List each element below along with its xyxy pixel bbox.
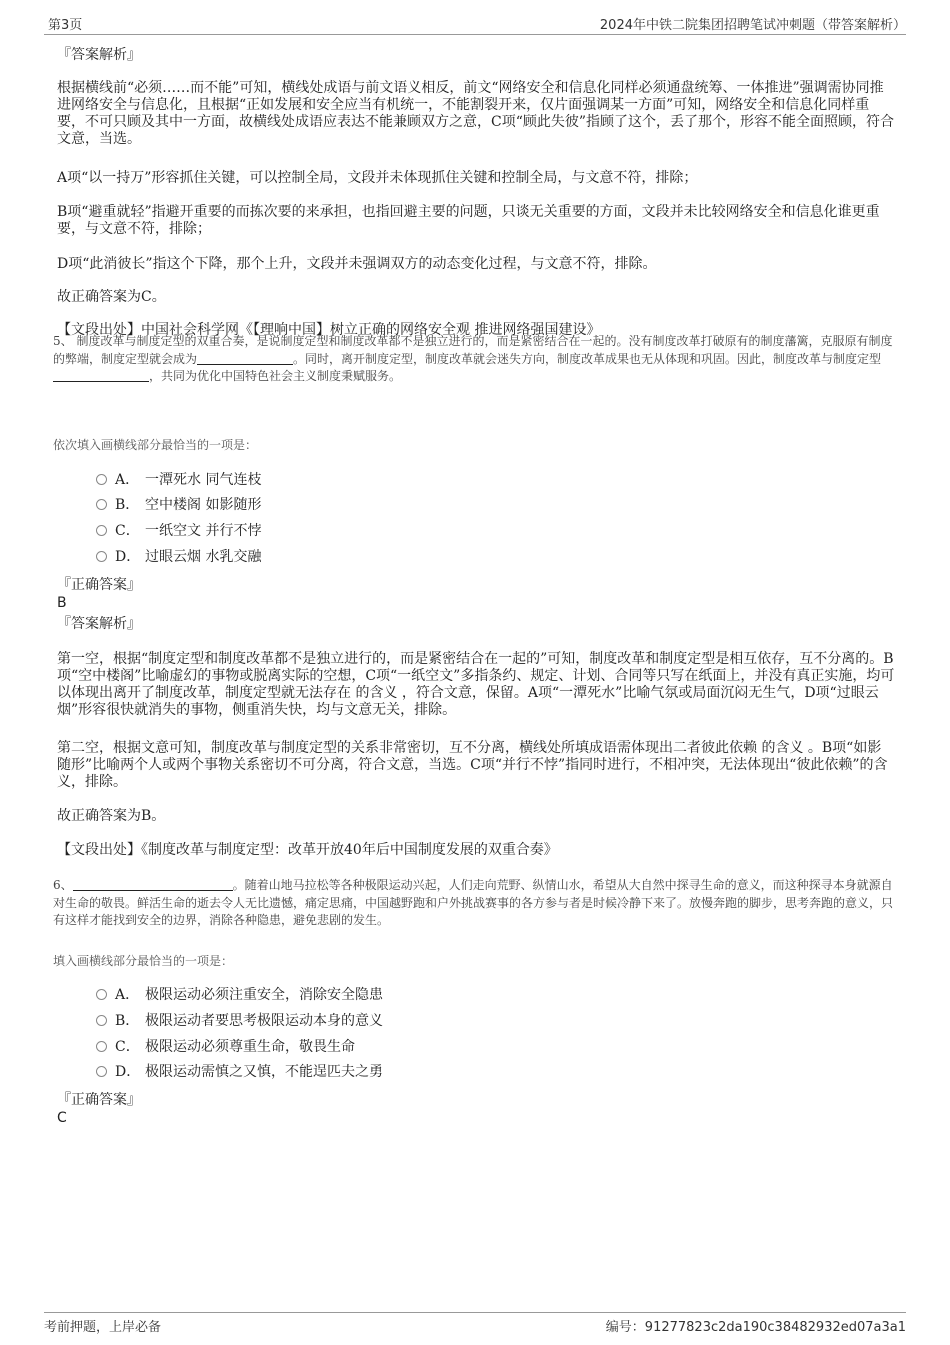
- correct-answer: B: [57, 595, 67, 611]
- radio-icon[interactable]: [96, 1041, 107, 1052]
- answer-statement: 故正确答案为C。: [57, 289, 166, 305]
- footer-slogan: 考前押题，上岸必备: [44, 1320, 162, 1335]
- page-header: [44, 12, 906, 35]
- option-a[interactable]: A． 一潭死水 同气连枝: [96, 471, 261, 489]
- correct-answer-label: 『正确答案』: [57, 1092, 141, 1108]
- answer-statement: 故正确答案为B。: [57, 808, 166, 824]
- source-citation: 【文段出处】《制度改革与制度定型：改革开放40年后中国制度发展的双重合奏》: [57, 842, 558, 858]
- option-c[interactable]: C． 一纸空文 并行不悖: [96, 522, 261, 540]
- analysis-label: 『答案解析』: [57, 616, 141, 632]
- analysis-paragraph: D项“此消彼长”指这个下降，那个上升，文段并未强调双方的动态变化过程，与文意不符，排除。: [57, 256, 657, 272]
- radio-icon[interactable]: [96, 525, 107, 536]
- document-code: 编号：91277823c2da190c38482932ed07a3a1: [605, 1320, 906, 1335]
- radio-icon[interactable]: [96, 1015, 107, 1026]
- fill-blank: [53, 369, 149, 382]
- analysis-paragraph: A项“以一持万”形容抓住关键，可以控制全局，文段并未体现抓住关键和控制全局，与文意不符，排除；: [57, 170, 698, 186]
- analysis-paragraph: 第一空，根据“制度定型和制度改革都不是独立进行的，而是紧密结合在一起的”可知，制度改革和制度定型是相互依存，互不分离的。B项“空中楼阁”比喻虚幻的事物或脱离实际的空想，C项“一纸空文”多指条约、规定、计划、合同等只写在纸面上，并没有真正实施，均可以体现出离开了制度改革，制度定型就无法存在 的含义 ，符合文意，保留。A项“一潭死水”比喻气氛或局面沉闷无生气，D项“过眼云烟”形容很快就消失的事物，侧重消失快，均与文意无关，排除。: [57, 651, 895, 718]
- option-d[interactable]: D． 过眼云烟 水乳交融: [96, 548, 261, 566]
- question-prompt: 填入画横线部分最恰当的一项是：: [53, 954, 234, 968]
- radio-icon[interactable]: [96, 499, 107, 510]
- radio-icon[interactable]: [96, 989, 107, 1000]
- question-5-text: 5、 制度改革与制度定型的双重合奏，是说制度定型和制度改革都不是独立进行的，而是紧密结合在一起的。没有制度改革打破原有的制度藩篱，克服原有制度的弊端，制度定型就会成为 。同时，离开制度定型，制度改革就会迷失方向，制度改革成果也无从体现和巩固。因此，制度改革与制度定型，共同为优化中国特色社会主义制度秉赋服务。: [53, 334, 893, 383]
- question-prompt: 依次填入画横线部分最恰当的一项是：: [53, 438, 258, 452]
- fill-blank: [197, 352, 293, 365]
- option-d[interactable]: D． 极限运动需慎之又慎，不能逞匹夫之勇: [96, 1063, 383, 1081]
- radio-icon[interactable]: [96, 1066, 107, 1077]
- source-citation: 【文段出处】中国社会科学网《【理响中国】树立正确的网络安全观 推进网络强国建设》: [57, 322, 601, 338]
- fill-blank: [73, 878, 233, 891]
- analysis-paragraph: 第二空，根据文意可知，制度改革与制度定型的关系非常密切，互不分离，横线处所填成语需体现出二者彼此依赖 的含义 。B项“如影随形”比喻两个人或两个事物关系密切不可分离，符合文意，当选。C项“并行不悖”指同时进行，不相冲突，无法体现出“彼此依赖”的含义，排除。: [57, 740, 888, 790]
- analysis-label: 『答案解析』: [57, 47, 141, 63]
- option-b[interactable]: B． 极限运动者要思考极限运动本身的意义: [96, 1012, 383, 1030]
- document-title: 2024年中铁二院集团招聘笔试冲刺题（带答案解析）: [599, 18, 906, 33]
- page-footer: [44, 1312, 906, 1335]
- correct-answer-label: 『正确答案』: [57, 577, 141, 593]
- radio-icon[interactable]: [96, 474, 107, 485]
- correct-answer: C: [57, 1110, 67, 1126]
- option-b[interactable]: B． 空中楼阁 如影随形: [96, 496, 261, 514]
- analysis-paragraph: B项“避重就轻”指避开重要的而拣次要的来承担，也指回避主要的问题，只谈无关重要的方面，文段并未比较网络安全和信息化谁更重要，与文意不符，排除；: [57, 204, 880, 237]
- question-6-text: 6、 。随着山地马拉松等各种极限运动兴起，人们走向荒野、纵情山水，希望从大自然中探寻生命的意义，而这种探寻本身就源自对生命的敬畏。鲜活生命的逝去令人无比遗憾，痛定思痛，中国越野跑和户外挑战赛事的各方参与者是时候冷静下来了。放慢奔跑的脚步，思考奔跑的意义，只有这样才能找到安全的边界，消除各种隐患，避免悲剧的发生。: [53, 878, 894, 927]
- page-number: 第3页: [48, 18, 83, 33]
- option-c[interactable]: C． 极限运动必须尊重生命，敬畏生命: [96, 1038, 355, 1056]
- analysis-paragraph: 根据横线前“必须……而不能”可知，横线处成语与前文语义相反，前文“网络安全和信息化同样必须通盘统筹、一体推进”强调需协同推进网络安全与信息化，且根据“正如发展和安全应当有机统一，不能割裂开来，仅片面强调某一方面”可知，网络安全和信息化同样重要，不可只顾及其中一方面，故横线处成语应表达不能兼顾双方之意，C项“顾此失彼”指顾了这个，丢了那个，形容不能全面照顾，符合文意，当选。: [57, 80, 895, 147]
- radio-icon[interactable]: [96, 551, 107, 562]
- option-a[interactable]: A． 极限运动必须注重安全，消除安全隐患: [96, 986, 383, 1004]
